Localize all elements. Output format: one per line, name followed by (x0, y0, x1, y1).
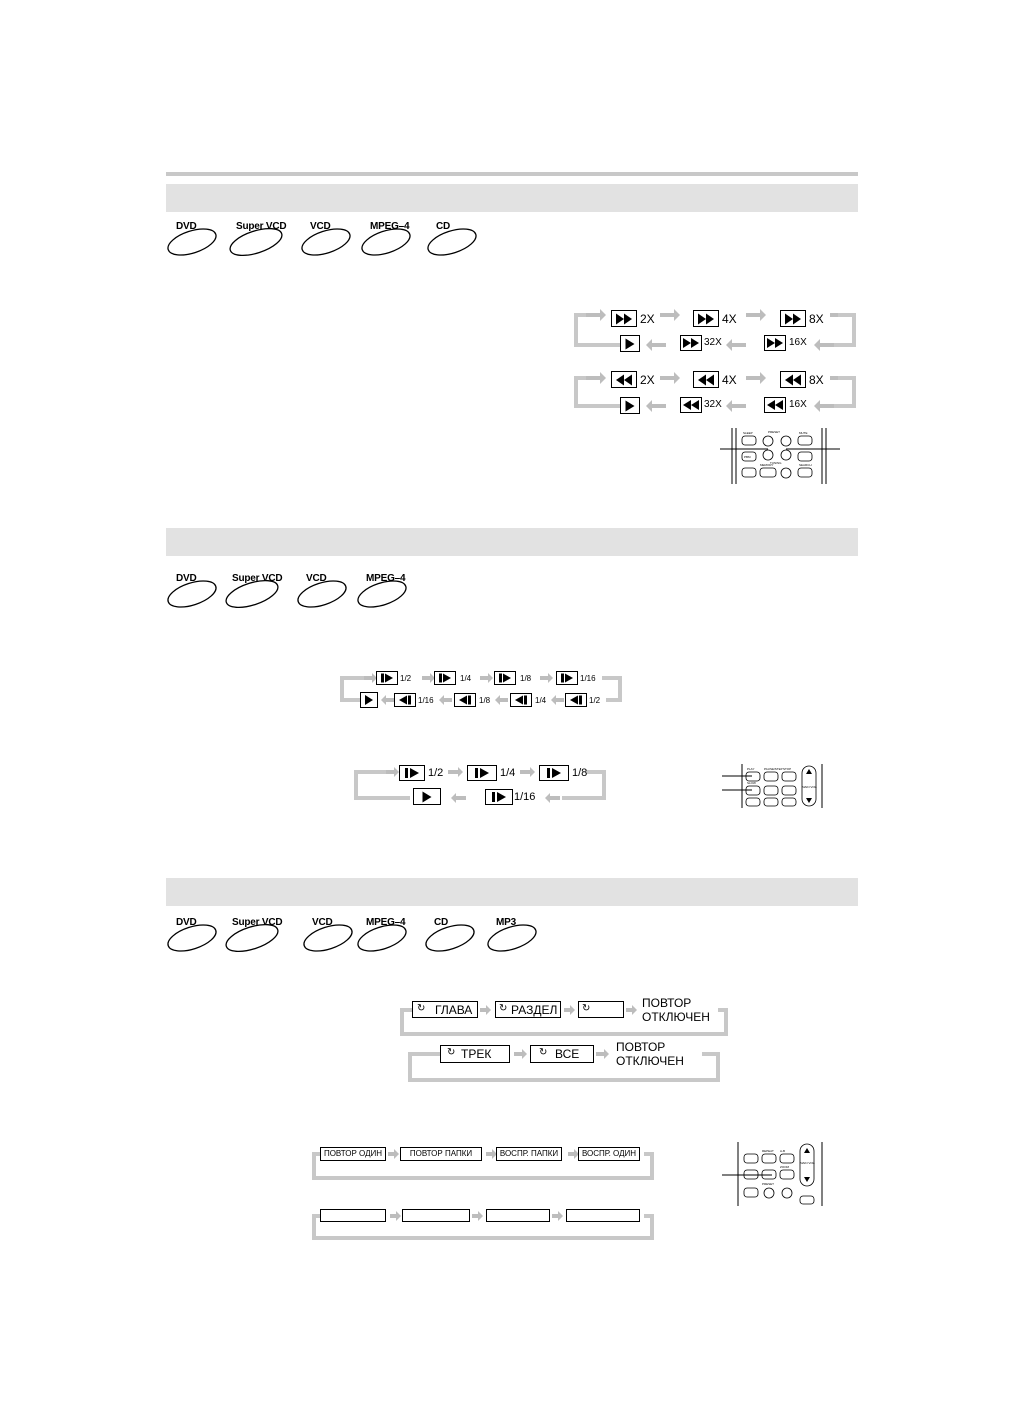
fast-forward-icon (697, 313, 715, 324)
play-icon (626, 400, 635, 411)
slow-forward-icon (405, 768, 419, 778)
repeat-dvd-off: ПОВТОР ОТКЛЮЧЕН (642, 996, 710, 1024)
slow-a-box-1 (376, 671, 398, 685)
badge-mp3: MP3 (486, 914, 542, 958)
rewind-icon (767, 400, 783, 410)
repeat-cd-all: ↻ ВСЕ (530, 1045, 594, 1063)
slow-a-box-7 (510, 693, 532, 707)
play-icon (423, 791, 432, 802)
badge-mpeg4: MPEG–4 (356, 570, 412, 614)
slow-a-box-play (360, 692, 378, 708)
slow-a-box-6 (454, 693, 476, 707)
slow-forward-icon (381, 674, 393, 683)
ff-speed-16x: 16X (789, 337, 807, 348)
ff-box-2x (611, 310, 637, 327)
fr-box-play (620, 397, 640, 414)
slow-b-box-play (413, 788, 441, 805)
rewind-icon (784, 374, 802, 385)
remote1-label-sleep: SLEEP (743, 431, 753, 435)
slow-a-box-4 (556, 671, 578, 685)
badge-cd: CD (424, 914, 480, 958)
remote2-label-pause: PAUSE/STEP (764, 767, 783, 771)
repeat-cd-track: ↻ ТРЕК (440, 1045, 510, 1063)
ff-speed-2x: 2X (640, 312, 655, 326)
ff-speed-32x: 32X (704, 337, 722, 348)
remote3-label-volume: MAIN VOL. (800, 1161, 816, 1165)
slow-forward-icon (561, 674, 573, 683)
section-bar-slow (166, 528, 858, 556)
badge-vcd: VCD (296, 570, 352, 614)
slow-b-top-1: 1/2 (428, 767, 444, 779)
badge-dvd: DVD (166, 218, 222, 262)
slow-forward-icon (547, 768, 561, 778)
fr-speed-8x: 8X (809, 373, 824, 387)
remote3-label-preset: PRESET (762, 1182, 775, 1186)
repeat-icon: ↻ (499, 1003, 508, 1014)
badge-dvd: DVD (166, 570, 222, 614)
ff-box-16x (764, 335, 786, 351)
remote2-label-play: PLAY (747, 767, 755, 771)
fr-box-8x (780, 371, 806, 388)
slow-reverse-icon (515, 696, 527, 705)
badge-cd: CD (426, 218, 482, 262)
slow-forward-icon (439, 674, 451, 683)
remote2-label-volume: MAIN VOL. (802, 785, 818, 789)
top-rule (166, 172, 858, 176)
slow-reverse-icon (459, 696, 471, 705)
remote1-label-preset: PRESET (768, 430, 781, 434)
fr-box-32x (680, 397, 702, 413)
slow-b-top-2: 1/4 (500, 767, 516, 779)
badge-mpeg4: MPEG–4 (360, 218, 416, 262)
slow-b-box-2 (467, 765, 497, 781)
remote2-label-stop: STOP (783, 767, 792, 771)
slow-reverse-icon (399, 696, 411, 705)
remote1-label-pbm: PBM (744, 455, 751, 459)
remote-illustration-repeat (722, 1142, 830, 1206)
badge-vcd: VCD (300, 218, 356, 262)
fr-box-4x (693, 371, 719, 388)
fr-speed-2x: 2X (640, 373, 655, 387)
slow-a-bottom-4: 1/2 (589, 696, 601, 705)
remote1-label-tuning: TUNING (770, 461, 782, 465)
repeat-icon: ↻ (582, 1003, 591, 1014)
slow-reverse-icon (570, 696, 582, 705)
fr-box-16x (764, 397, 786, 413)
slow-b-box-1 (399, 765, 425, 781)
repeat-dvd-chapter: ↻ ГЛАВА (412, 1001, 478, 1018)
slow-forward-icon (499, 674, 511, 683)
repeat-blank-box-3 (486, 1209, 550, 1222)
slow-forward-icon (492, 792, 506, 802)
fast-forward-icon (767, 338, 783, 348)
repeat-mp3-play-folder: ВОСПР. ПАПКИ (496, 1147, 562, 1161)
slow-a-bottom-3: 1/4 (535, 696, 547, 705)
ff-speed-8x: 8X (809, 312, 824, 326)
remote3-label-zoom: ZOOM (780, 1165, 789, 1169)
ff-box-8x (780, 310, 806, 327)
fr-speed-4x: 4X (722, 373, 737, 387)
remote2-label-slow: SLOW (747, 781, 756, 785)
slow-a-bottom-1: 1/16 (418, 696, 434, 705)
slow-b-box-4 (485, 789, 513, 805)
badge-mpeg4: MPEG–4 (356, 914, 412, 958)
remote-illustration-search (720, 428, 840, 484)
repeat-mp3-play-one: ВОСПР. ОДИН (578, 1147, 640, 1161)
remote1-label-mute: MUTE (799, 431, 808, 435)
rewind-icon (615, 374, 633, 385)
badge-super-vcd: Super VCD (226, 218, 282, 262)
fast-forward-icon (784, 313, 802, 324)
remote3-label-repeat: REPEAT (762, 1149, 774, 1153)
fast-forward-icon (683, 338, 699, 348)
repeat-icon: ↻ (417, 1003, 426, 1014)
slow-a-bottom-2: 1/8 (479, 696, 491, 705)
fr-speed-32x: 32X (704, 399, 722, 410)
repeat-icon: ↻ (447, 1047, 456, 1058)
repeat-mp3-one: ПОВТОР ОДИН (320, 1147, 386, 1161)
slow-a-box-2 (434, 671, 456, 685)
slow-b-bottom-1: 1/16 (514, 791, 536, 803)
repeat-cd-off: ПОВТОР ОТКЛЮЧЕН (616, 1040, 684, 1068)
section-bar-search (166, 184, 858, 212)
slow-b-box-3 (539, 765, 569, 781)
fast-forward-icon (615, 313, 633, 324)
play-icon (626, 338, 635, 349)
repeat-dvd-title: ↻ РАЗДЕЛ (495, 1001, 561, 1018)
ff-box-4x (693, 310, 719, 327)
ff-box-32x (680, 335, 702, 351)
repeat-blank-box-4 (566, 1209, 640, 1222)
badge-vcd: VCD (302, 914, 358, 958)
repeat-blank-box-2 (402, 1209, 470, 1222)
rewind-icon (697, 374, 715, 385)
slow-a-box-8 (565, 693, 587, 707)
slow-a-box-5 (394, 693, 416, 707)
slow-a-box-3 (494, 671, 516, 685)
play-icon (365, 695, 373, 705)
fr-box-2x (611, 371, 637, 388)
slow-b-top-3: 1/8 (572, 767, 588, 779)
slow-a-top-4: 1/16 (580, 674, 596, 683)
section-bar-repeat (166, 878, 858, 906)
remote1-label-search: SEARCH (799, 463, 812, 467)
repeat-dvd-all (578, 1001, 624, 1018)
repeat-blank-box-1 (320, 1209, 386, 1222)
slow-a-top-1: 1/2 (400, 674, 412, 683)
remote1-label-memory: MEMORY (760, 463, 774, 467)
badge-dvd: DVD (166, 914, 222, 958)
remote3-label-ab: A-B (780, 1149, 786, 1153)
repeat-icon: ↻ (539, 1047, 548, 1058)
slow-a-top-3: 1/8 (520, 674, 532, 683)
rewind-icon (683, 400, 699, 410)
badge-super-vcd: Super VCD (222, 914, 278, 958)
fr-speed-16x: 16X (789, 399, 807, 410)
remote-illustration-slow (722, 764, 828, 808)
slow-a-top-2: 1/4 (460, 674, 472, 683)
ff-speed-4x: 4X (722, 312, 737, 326)
ff-box-play (620, 335, 640, 352)
repeat-mp3-folder: ПОВТОР ПАПКИ (400, 1147, 482, 1161)
badge-super-vcd: Super VCD (222, 570, 278, 614)
slow-forward-icon (475, 768, 489, 778)
